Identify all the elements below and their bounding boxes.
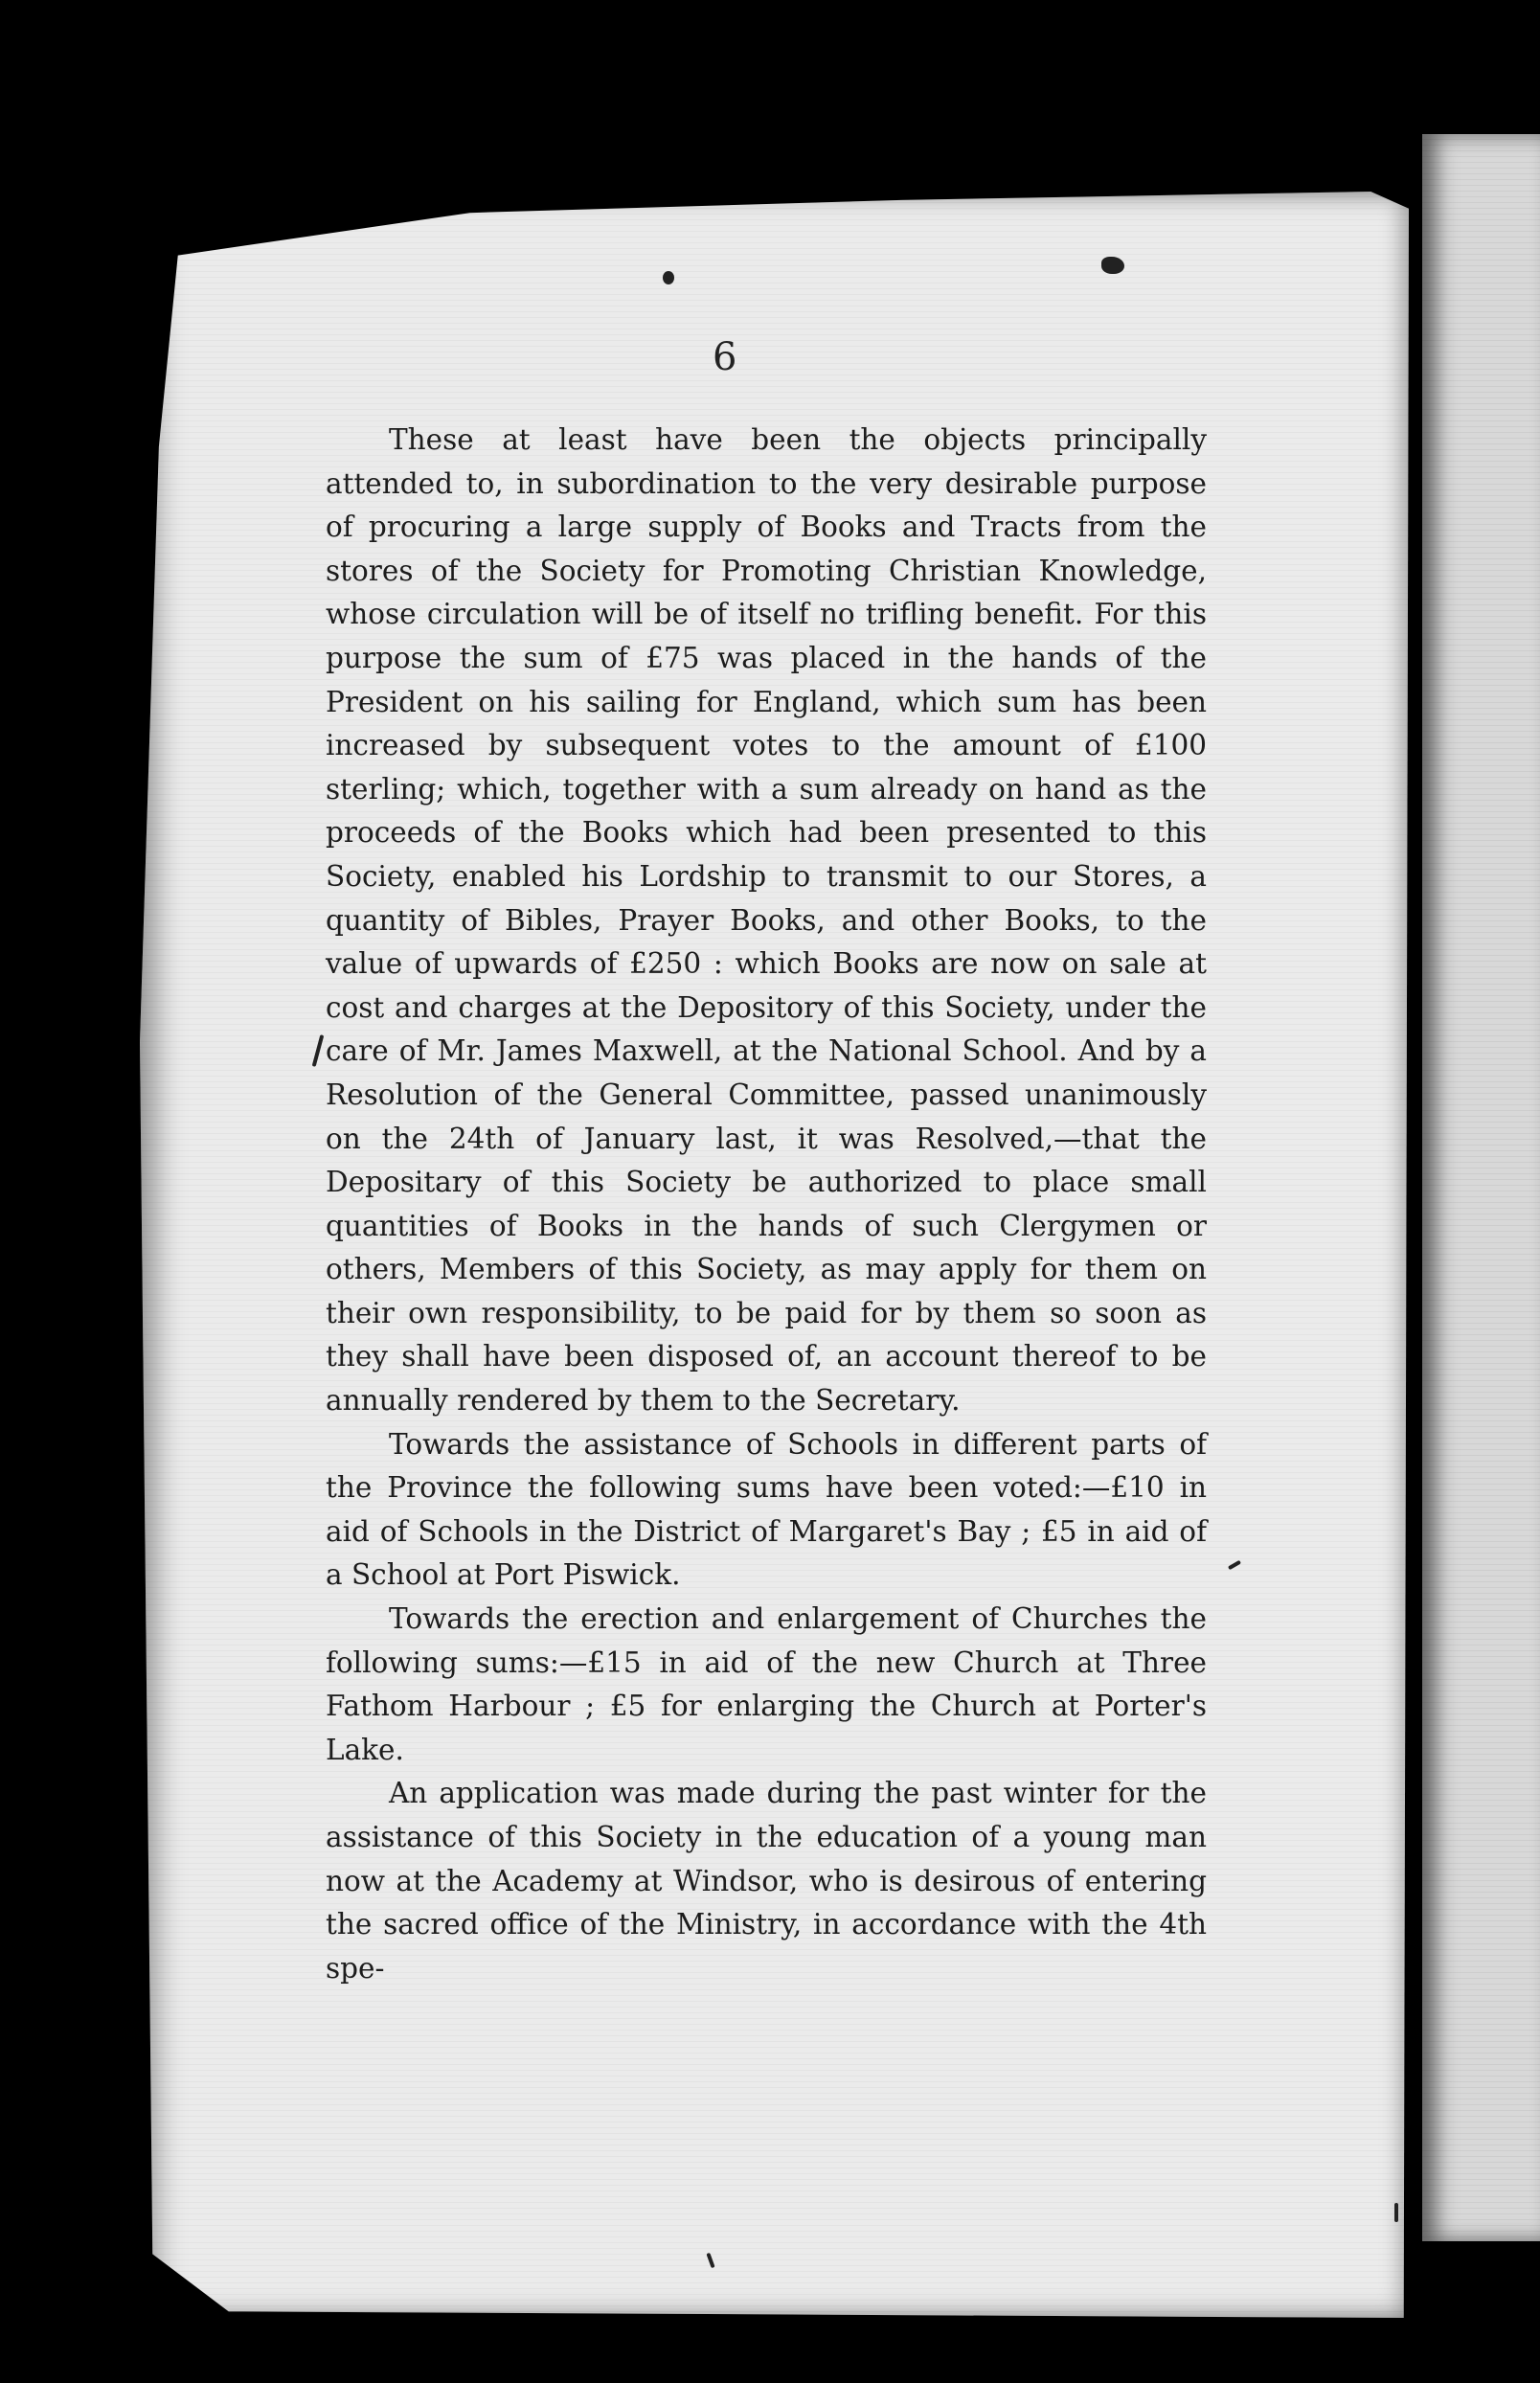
- paragraph: An application was made during the past winter for the assistance of this Society in the education of a young man now at the Academy at Windsor, who is desirous of entering the sacred office of the Ministry, in accordance with the 4th spe-: [326, 1777, 1207, 1985]
- paragraph: These at least have been the objects principally attended to, in subordination to the very desirable purpose of procuring a large supply of Books and Tracts from the stores of the Society for Promoting Christian Knowledge, whose circulation will be of itself no trifling benefit. For this purpose the sum of £75 was placed in the hands of the President on his sailing for England, which sum has been increased by subsequent votes to the amount of £100 sterling; which, together with a sum already on hand as the proceeds of the Books which had been presented to this Society, enabled his Lordship to transmit to our Stores, a quantity of Bibles, Prayer Books, and other Books, to the value of upwards of £250 : which Books are now on sale at cost and charges at the Depository of this Society, under the care of Mr. James Maxwell, at the National School. And by a Resolution of the General Committee, passed unanimously on the 24th of January last, it was Resolved,—that the Depositary of this Society be authorized to place small quantities of Books in the hands of such Clergymen or others, Members of this Society, as may apply for them on their own responsibility, to be paid for by them so soon as they shall have been disposed of, an account thereof to be annually rendered by them to the Secretary.: [326, 423, 1207, 1418]
- body-text: [326, 419, 1207, 1990]
- paragraph: Towards the erection and enlargement of Churches the following sums:—£15 in aid of the new Church at Three Fathom Harbour ; £5 for enlarging the Church at Porter's Lake.: [326, 1602, 1207, 1766]
- ink-speck: [1394, 2203, 1398, 2222]
- ink-speck: [1101, 257, 1124, 274]
- paragraph: Towards the assistance of Schools in different parts of the Province the following sums have been voted:—£10 in aid of Schools in the District of Margaret's Bay ; £5 in aid of a School at Port Piswick.: [326, 1427, 1207, 1592]
- page-number: 6: [713, 335, 737, 379]
- ink-speck: [663, 271, 674, 284]
- adjacent-page-edge: [1422, 134, 1540, 2241]
